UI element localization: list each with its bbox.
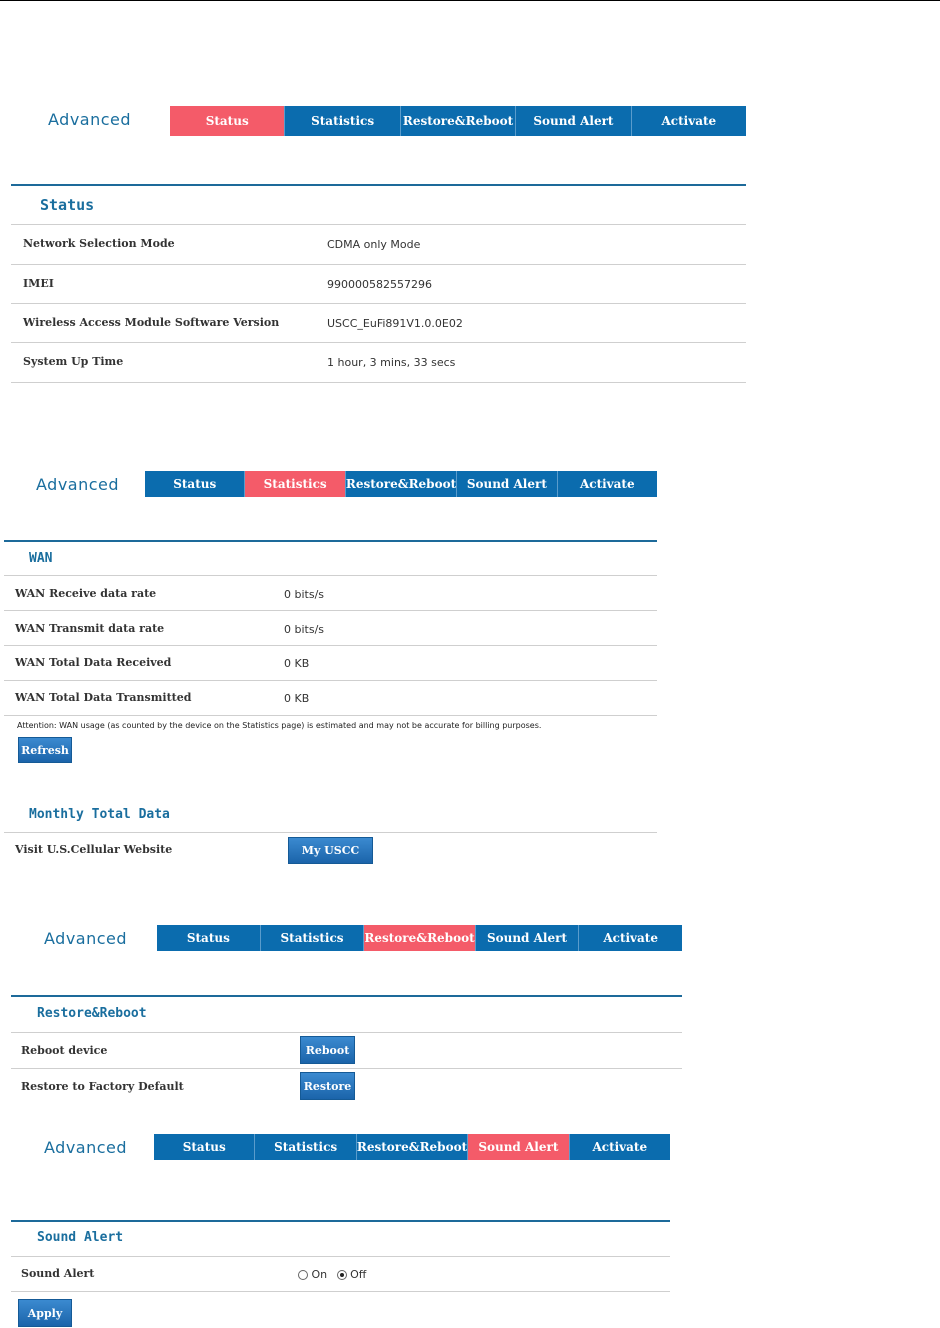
wan-total-transmitted-value: 0 KB (284, 692, 310, 705)
software-version-value: USCC_EuFi891V1.0.0E02 (327, 317, 463, 330)
tab-status[interactable]: Status (157, 925, 261, 951)
section-title-wan: WAN (29, 551, 53, 566)
tab-activate[interactable]: Activate (579, 925, 682, 951)
nav-tabs-status (170, 106, 746, 136)
radio-on-label: On (311, 1268, 328, 1281)
tab-activate[interactable]: Activate (632, 106, 746, 136)
tab-statistics[interactable]: Statistics (285, 106, 400, 136)
row-divider (11, 1291, 670, 1292)
row-divider (11, 342, 746, 343)
nav-tabs-statistics (145, 471, 657, 497)
row-divider (11, 303, 746, 304)
uptime-label: System Up Time (23, 355, 124, 368)
tab-status[interactable]: Status (154, 1134, 255, 1160)
sound-alert-radio-group (298, 1268, 366, 1281)
row-divider (4, 645, 657, 646)
reboot-button[interactable]: Reboot (300, 1036, 355, 1064)
wan-receive-rate-label: WAN Receive data rate (15, 587, 157, 600)
restore-factory-label: Restore to Factory Default (21, 1080, 184, 1093)
tab-sound-alert[interactable]: Sound Alert (476, 925, 580, 951)
apply-button[interactable]: Apply (18, 1299, 72, 1327)
tab-statistics[interactable]: Statistics (255, 1134, 356, 1160)
imei-value: 990000582557296 (327, 278, 432, 291)
tab-sound-alert[interactable]: Sound Alert (468, 1134, 569, 1160)
row-divider (11, 264, 746, 265)
restore-button[interactable]: Restore (300, 1072, 355, 1100)
row-divider (4, 680, 657, 681)
attention-note: Attention: WAN usage (as counted by the device on the Statistics page) is estimated and may not be accurate for billing purposes. (17, 721, 542, 730)
section-divider (4, 540, 657, 542)
section-title-status: Status (40, 196, 95, 214)
tab-sound-alert[interactable]: Sound Alert (457, 471, 557, 497)
row-divider (11, 382, 746, 383)
tab-status[interactable]: Status (170, 106, 285, 136)
refresh-button[interactable]: Refresh (18, 737, 72, 763)
radio-off[interactable] (337, 1270, 347, 1280)
tab-restore-reboot[interactable]: Restore&Reboot (364, 925, 475, 951)
row-divider (11, 1068, 682, 1069)
tab-restore-reboot[interactable]: Restore&Reboot (357, 1134, 468, 1160)
tab-sound-alert[interactable]: Sound Alert (516, 106, 631, 136)
wan-total-transmitted-label: WAN Total Data Transmitted (15, 691, 192, 704)
brand-label: Advanced (48, 110, 132, 129)
nav-tabs-restore (157, 925, 682, 951)
top-divider (0, 0, 940, 1)
tab-activate[interactable]: Activate (558, 471, 657, 497)
row-divider (4, 715, 657, 716)
wan-transmit-rate-label: WAN Transmit data rate (15, 622, 165, 635)
radio-on[interactable] (298, 1270, 308, 1280)
tab-status[interactable]: Status (145, 471, 245, 497)
brand-label: Advanced (44, 1138, 128, 1157)
row-divider (4, 575, 657, 576)
wan-transmit-rate-value: 0 bits/s (284, 623, 325, 636)
tab-restore-reboot[interactable]: Restore&Reboot (401, 106, 516, 136)
tab-statistics[interactable]: Statistics (261, 925, 365, 951)
nav-tabs-sound (154, 1134, 670, 1160)
my-uscc-button[interactable]: My USCC (288, 837, 373, 864)
wan-total-received-value: 0 KB (284, 657, 310, 670)
row-divider (11, 1256, 670, 1257)
brand-label: Advanced (44, 929, 128, 948)
row-divider (4, 832, 657, 833)
network-mode-value: CDMA only Mode (327, 238, 421, 251)
uptime-value: 1 hour, 3 mins, 33 secs (327, 356, 456, 369)
radio-off-label: Off (350, 1268, 367, 1281)
reboot-device-label: Reboot device (21, 1044, 108, 1057)
visit-website-label: Visit U.S.Cellular Website (15, 843, 173, 856)
brand-label: Advanced (36, 475, 120, 494)
software-version-label: Wireless Access Module Software Version (23, 316, 280, 329)
tab-statistics[interactable]: Statistics (245, 471, 345, 497)
sound-alert-label: Sound Alert (21, 1267, 95, 1280)
wan-total-received-label: WAN Total Data Received (15, 656, 172, 669)
network-mode-label: Network Selection Mode (23, 237, 175, 250)
row-divider (4, 610, 657, 611)
section-divider (11, 995, 682, 997)
wan-receive-rate-value: 0 bits/s (284, 588, 325, 601)
section-title-sound: Sound Alert (37, 1230, 124, 1245)
imei-label: IMEI (23, 277, 54, 290)
section-title-monthly: Monthly Total Data (29, 807, 170, 822)
tab-restore-reboot[interactable]: Restore&Reboot (346, 471, 457, 497)
section-divider (11, 1220, 670, 1222)
row-divider (11, 1032, 682, 1033)
row-divider (11, 224, 746, 225)
tab-activate[interactable]: Activate (570, 1134, 670, 1160)
section-title-restore: Restore&Reboot (37, 1006, 147, 1021)
section-divider (11, 184, 746, 186)
